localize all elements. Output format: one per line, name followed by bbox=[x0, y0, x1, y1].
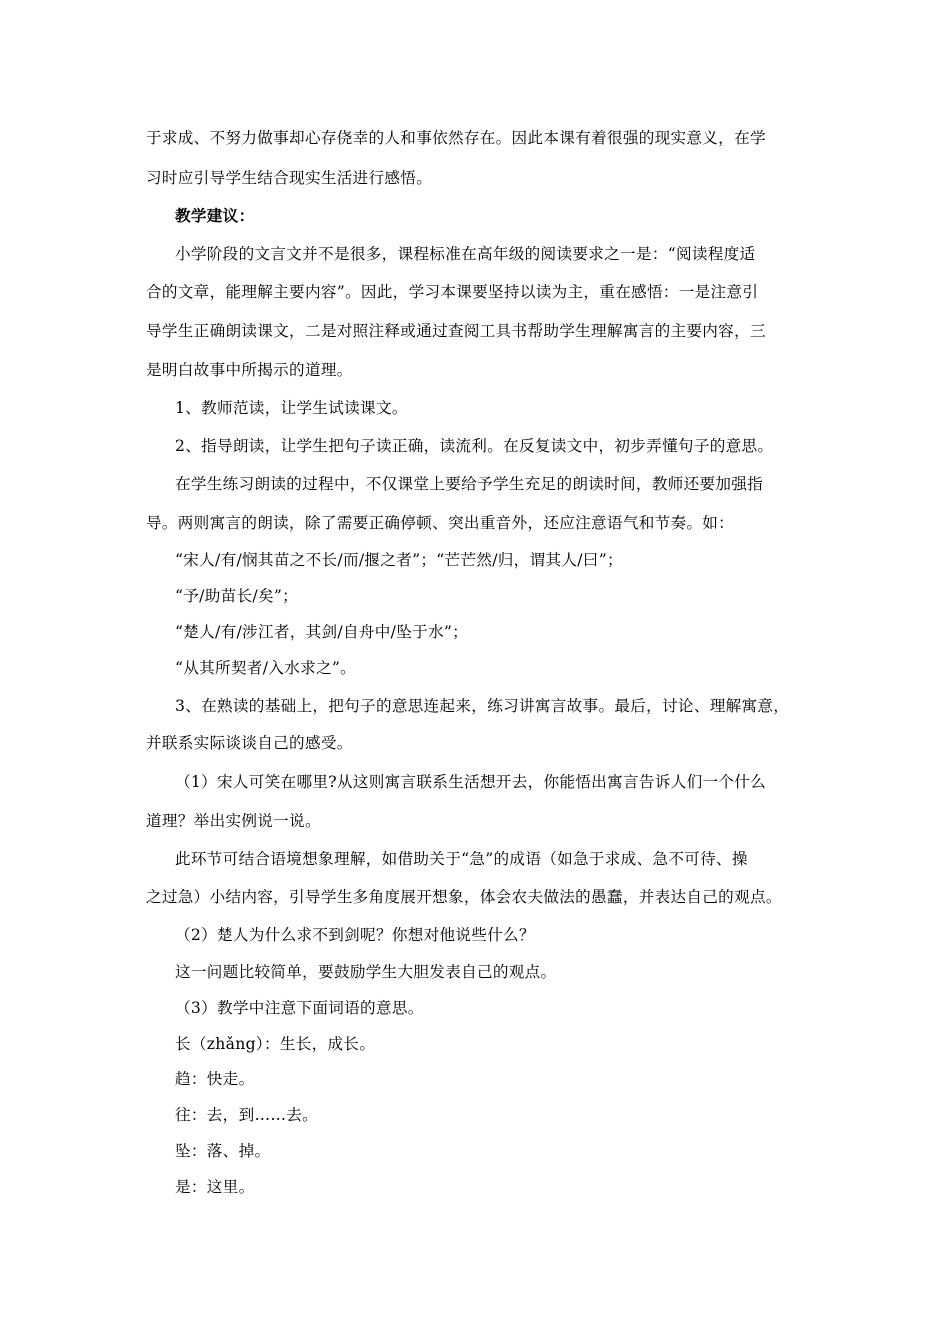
list-item: 2、指导朗读，让学生把句子读正确，读流利。在反复读文中，初步弄懂句子的意思。 bbox=[175, 437, 774, 455]
quote-line: “从其所契者/入水求之”。 bbox=[175, 659, 357, 677]
paragraph-line: 导。两则寓言的朗读，除了需要正确停顿、突出重音外，还应注意语气和节奏。如： bbox=[146, 514, 735, 532]
paragraph-line: 此环节可结合语境想象理解，如借助关于“急”的成语（如急于求成、急不可待、操 bbox=[175, 850, 748, 868]
quote-line: “楚人/有/涉江者，其剑/自舟中/坠于水”； bbox=[175, 623, 469, 641]
vocabulary-item: 是：这里。 bbox=[175, 1178, 255, 1196]
paragraph-line: 之过急）小结内容，引导学生多角度展开想象，体会农夫做法的愚蠢，并表达自己的观点。 bbox=[146, 888, 782, 906]
paragraph-line: 在学生练习朗读的过程中，不仅课堂上要给予学生充足的朗读时间，教师还要加强指 bbox=[175, 475, 764, 493]
paragraph-line: 合的文章，能理解主要内容”。因此，学习本课要坚持以读为主，重在感悟：一是注意引 bbox=[146, 283, 759, 301]
paragraph-line: 小学阶段的文言文并不是很多，课程标准在高年级的阅读要求之一是：“阅读程度适 bbox=[175, 245, 756, 263]
vocabulary-item: 长（zhǎng）：生长，成长。 bbox=[175, 1035, 376, 1053]
list-item: （2）楚人为什么求不到剑呢？你想对他说些什么？ bbox=[175, 926, 535, 944]
list-item: 1、教师范读，让学生试读课文。 bbox=[175, 399, 408, 417]
quote-line: “予/助苗长/矣”； bbox=[175, 587, 299, 605]
paragraph-line: 于求成、不努力做事却心存侥幸的人和事依然存在。因此本课有着很强的现实意义，在学 bbox=[146, 129, 766, 147]
paragraph-line: 并联系实际谈谈自己的感受。 bbox=[146, 734, 353, 752]
paragraph-line: 道理？举出实例说一说。 bbox=[146, 812, 321, 830]
paragraph-line: 是明白故事中所揭示的道理。 bbox=[146, 361, 353, 379]
quote-line: “宋人/有/悯其苗之不长/而/揠之者”；“芒芒然/归，谓其人/曰”； bbox=[175, 551, 623, 569]
list-item: （1）宋人可笑在哪里?从这则寓言联系生活想开去，你能悟出寓言告诉人们一个什么 bbox=[175, 773, 767, 791]
paragraph-line: 习时应引导学生结合现实生活进行感悟。 bbox=[146, 169, 433, 187]
paragraph-line: 导学生正确朗读课文，二是对照注释或通过查阅工具书帮助学生理解寓言的主要内容，三 bbox=[146, 322, 766, 340]
list-item: （3）教学中注意下面词语的意思。 bbox=[175, 999, 424, 1017]
list-item: 3、在熟读的基础上，把句子的意思连起来，练习讲寓言故事。最后，讨论、理解寓意， bbox=[175, 697, 790, 715]
vocabulary-item: 趋：快走。 bbox=[175, 1070, 255, 1088]
paragraph-line: 这一问题比较简单，要鼓励学生大胆发表自己的观点。 bbox=[175, 963, 557, 981]
vocabulary-item: 坠：落、掉。 bbox=[175, 1142, 271, 1160]
vocabulary-item: 往：去，到……去。 bbox=[175, 1106, 319, 1124]
section-heading: 教学建议： bbox=[175, 206, 255, 225]
